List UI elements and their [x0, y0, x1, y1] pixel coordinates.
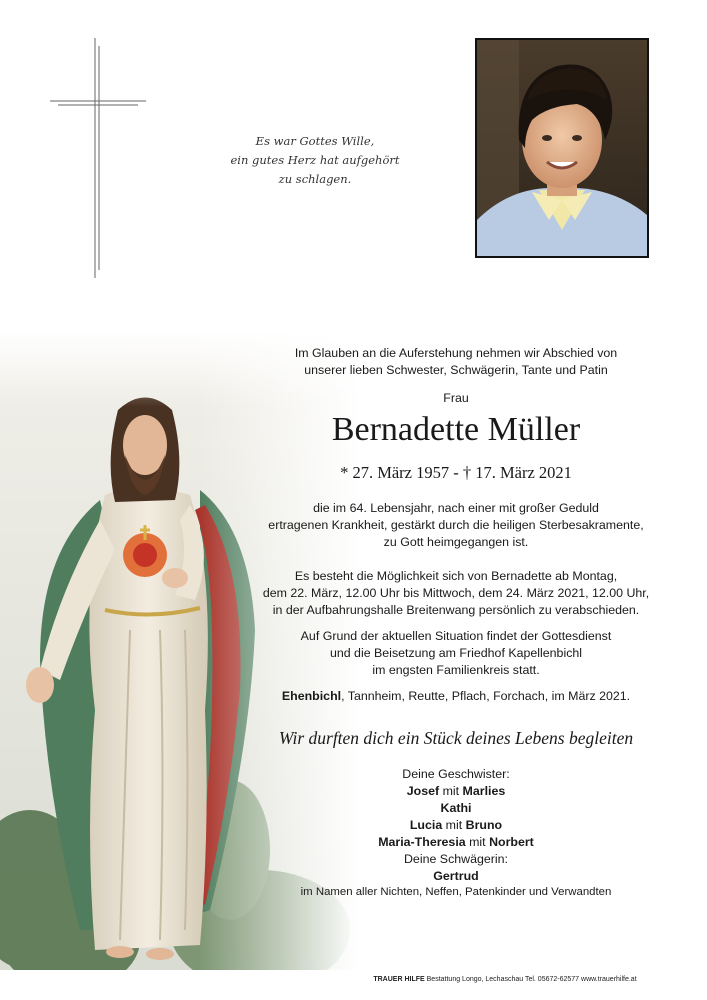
paragraph-line: die im 64. Lebensjahr, nach einer mit großer Geduld — [313, 501, 599, 515]
intro-line: unserer lieben Schwester, Schwägerin, Tante und Patin — [304, 363, 608, 377]
family-row — [236, 783, 676, 800]
sister-in-law-label: Deine Schwägerin: — [403, 852, 508, 866]
footer-text: Bestattung Longo, Lechaschau Tel. 05672-62577 www.trauerhilfe.at — [424, 976, 637, 983]
top-quote-line: zu schlagen. — [278, 172, 352, 186]
footer-brand: TRAUER HILFE — [373, 976, 425, 983]
deceased-name: Bernadette Müller — [331, 411, 581, 448]
footer-credit — [300, 975, 707, 985]
top-quote-line: ein gutes Herz hat aufgehört — [230, 153, 400, 167]
paragraph-line: dem 22. März, 12.00 Uhr bis Mittwoch, dem 24. März 2021, 12.00 Uhr, — [262, 586, 650, 600]
place-rest: , Tannheim, Reutte, Pflach, Forchach, im März 2021. — [341, 689, 631, 703]
family-list — [236, 766, 676, 885]
paragraph-passing — [236, 500, 676, 551]
portrait-photo — [475, 38, 649, 258]
top-quote-line: Es war Gottes Wille, — [255, 134, 375, 148]
motto: Wir durften dich ein Stück deines Lebens begleiten — [278, 728, 634, 748]
family-row — [236, 868, 676, 885]
paragraph-farewell-viewing — [236, 568, 676, 619]
place-and-date — [236, 688, 676, 705]
cross-icon — [48, 38, 148, 278]
intro-text — [236, 345, 676, 379]
siblings-label: Deine Geschwister: — [402, 767, 510, 781]
salutation: Frau — [443, 391, 469, 405]
family-row — [236, 817, 676, 834]
intro-line: Im Glauben an die Auferstehung nehmen wir Abschied von — [294, 346, 618, 360]
family-member: Maria-Theresia — [378, 835, 466, 849]
family-joiner: mit — [439, 784, 463, 798]
place-bold: Ehenbichl — [281, 689, 342, 703]
paragraph-service — [236, 628, 676, 679]
family-joiner: mit — [465, 835, 490, 849]
paragraph-line: in der Aufbahrungshalle Breitenwang persönlich zu verabschieden. — [272, 603, 640, 617]
closing-line: im Namen aller Nichten, Neffen, Patenkinder und Verwandten — [300, 886, 612, 898]
family-member: Kathi — [440, 801, 472, 815]
family-row — [236, 834, 676, 851]
family-row — [236, 800, 676, 817]
paragraph-line: ertragenen Krankheit, gestärkt durch die heiligen Sterbesakramente, — [268, 518, 644, 532]
paragraph-line: Auf Grund der aktuellen Situation findet der Gottesdienst — [300, 629, 612, 643]
top-quote — [210, 132, 420, 189]
paragraph-line: zu Gott heimgegangen ist. — [383, 535, 529, 549]
paragraph-line: im engsten Familienkreis statt. — [372, 663, 540, 677]
family-member: Josef — [406, 784, 440, 798]
family-member: Lucia — [409, 818, 443, 832]
family-member: Marlies — [462, 784, 506, 798]
paragraph-line: und die Beisetzung am Friedhof Kapellenbichl — [329, 646, 583, 660]
family-member: Bruno — [465, 818, 503, 832]
life-dates: * 27. März 1957 - † 17. März 2021 — [340, 463, 572, 482]
family-joiner: mit — [442, 818, 466, 832]
paragraph-line: Es besteht die Möglichkeit sich von Bernadette ab Montag, — [294, 569, 618, 583]
family-member: Norbert — [489, 835, 534, 849]
family-member: Gertrud — [433, 869, 479, 883]
